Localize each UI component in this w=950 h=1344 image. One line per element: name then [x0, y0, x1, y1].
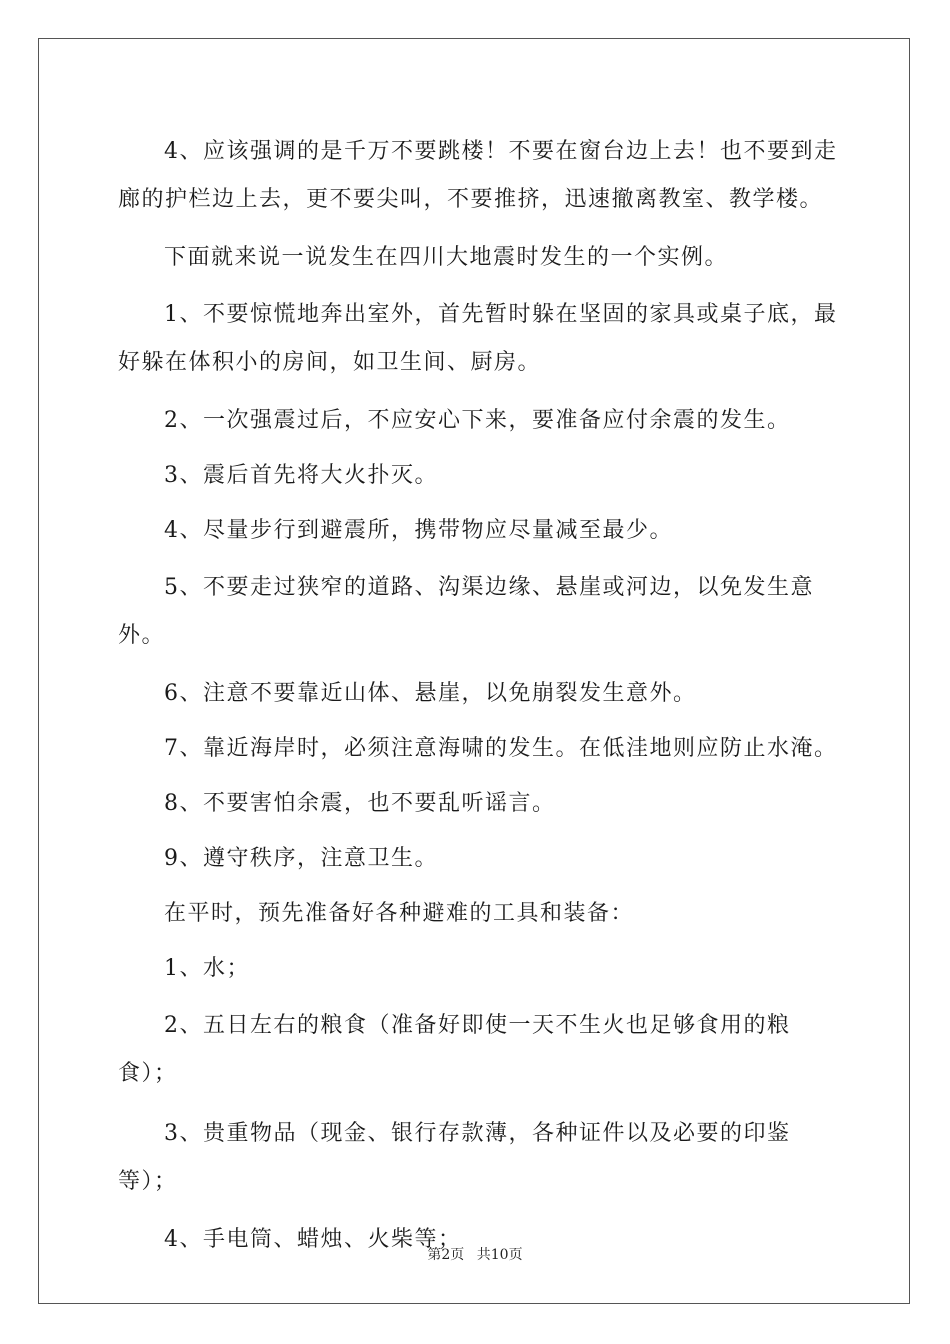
paragraph: 1、水； [164, 956, 250, 981]
paragraph: 3、震后首先将大火扑灭。 [164, 463, 438, 488]
paragraph: 4、尽量步行到避震所，携带物应尽量减至最少。 [164, 518, 673, 543]
paragraph: 4、应该强调的是千万不要跳楼！不要在窗台边上去！也不要到走廊的护栏边上去，更不要尖叫，不要推挤，迅速撤离教室、教学楼。 [118, 139, 838, 212]
paragraph: 3、贵重物品（现金、银行存款薄，各种证件以及必要的印鉴等）； [118, 1121, 791, 1194]
paragraph: 5、不要走过狭窄的道路、沟渠边缘、悬崖或河边，以免发生意外。 [118, 575, 814, 648]
page-footer [0, 1244, 950, 1264]
document-body [118, 128, 838, 1273]
paragraph: 4、手电筒、蜡烛、火柴等； [164, 1227, 462, 1252]
paragraph: 1、不要惊慌地奔出室外，首先暂时躲在坚固的家具或桌子底，最好躲在体积小的房间，如卫生间、厨房。 [118, 302, 838, 375]
paragraph: 下面就来说一说发生在四川大地震时发生的一个实例。 [164, 245, 729, 270]
page-total: 共10页 [476, 1247, 523, 1263]
paragraph: 9、遵守秩序，注意卫生。 [164, 846, 438, 871]
paragraph: 在平时，预先准备好各种避难的工具和装备： [164, 901, 635, 926]
paragraph: 2、五日左右的粮食（准备好即使一天不生火也足够食用的粮食）； [118, 1013, 791, 1086]
paragraph: 8、不要害怕余震，也不要乱听谣言。 [164, 791, 556, 816]
paragraph: 6、注意不要靠近山体、悬崖，以免崩裂发生意外。 [164, 681, 697, 706]
paragraph: 7、靠近海岸时，必须注意海啸的发生。在低洼地则应防止水淹。 [164, 736, 838, 761]
page-number: 第2页 [427, 1247, 465, 1263]
paragraph: 2、一次强震过后，不应安心下来，要准备应付余震的发生。 [164, 408, 791, 433]
